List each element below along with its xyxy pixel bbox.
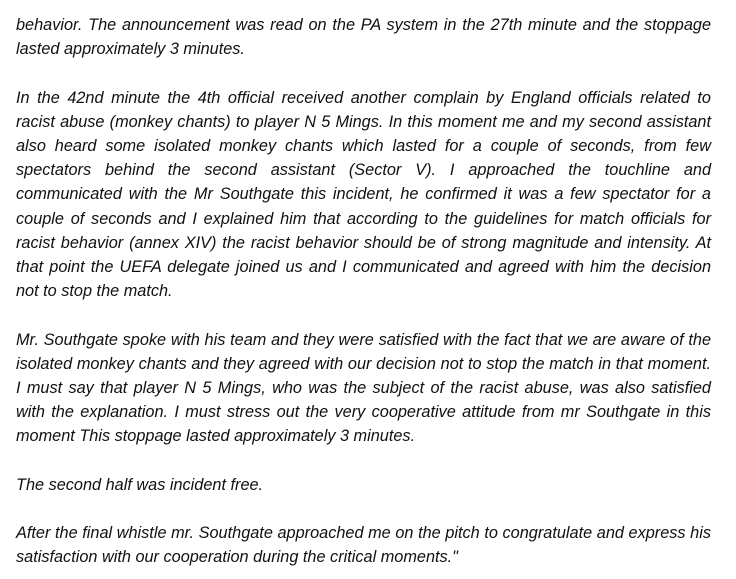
paragraph-42nd-minute: In the 42nd minute the 4th official received another complain by England officials related to racist abuse (monkey chants) to player N 5 Mings. In this moment me and my second assistant also heard some isolated monkey chants which lasted for a couple of seconds, from few spectators behind the second assistant (Sector V). I approached the touchline and communicated with the Mr Southgate this incident, he confirmed it was a few spectator for a couple of seconds and I explained him that according to the guidelines for match officials for racist behavior (annex XIV) the racist behavior should be of strong magnitude and intensity. At that point the UEFA delegate joined us and I communicated and agreed with him the decision not to stop the match. (16, 88, 711, 301)
paragraph-pa-announcement: behavior. The announcement was read on the PA system in the 27th minute and the stoppage lasted approximately 3 minutes. (16, 16, 711, 59)
paragraph-final-whistle: After the final whistle mr. Southgate approached me on the pitch to congratulate and express his satisfaction with our cooperation during the critical moments." (16, 524, 711, 567)
paragraph-southgate-team: Mr. Southgate spoke with his team and they were satisfied with the fact that we are aware of the isolated monkey chants and they agreed with our decision not to stop the match in that moment. I must say that player N 5 Mings, who was the subject of the racist abuse, was also satisfied with the explanation. I must stress out the very cooperative attitude from mr Southgate in this moment This stoppage lasted approximately 3 minutes. (16, 330, 711, 446)
paragraph-second-half: The second half was incident free. (16, 475, 264, 494)
report-document (16, 13, 711, 570)
